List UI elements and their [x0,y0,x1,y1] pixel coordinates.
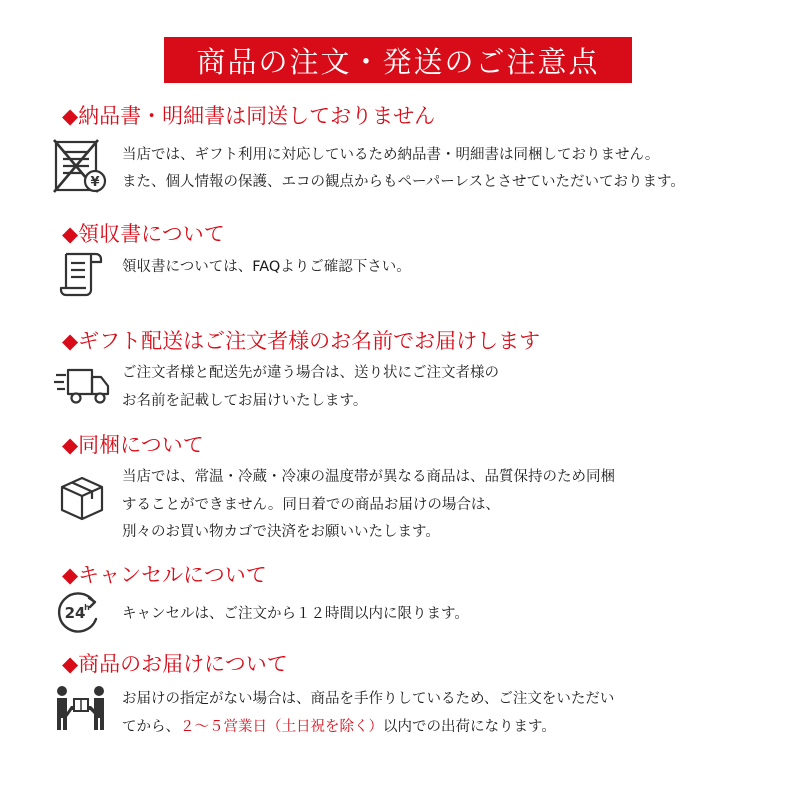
heading-cancel: ◆キャンセルについて [62,563,267,587]
receipt-icon [58,250,104,298]
heading-bundling: ◆同梱について [62,433,204,457]
package-box-icon [58,474,106,522]
gift-line-2: お名前を記載してお届けいたします。 [122,393,368,409]
invoice-line-1: 当店では、ギフト利用に対応しているため納品書・明細書は同梱しておりません。 [122,147,660,163]
no-invoice-icon [52,138,108,194]
receipt-line-1: 領収書については、FAQよりご確認下さい。 [122,259,411,275]
24h-unit: h [84,603,90,612]
gift-line-1: ご注文者様と配送先が違う場合は、送り状にご注文者様の [122,365,499,381]
page-title: 商品の注文・発送のご注意点 [164,37,632,83]
shipping-line-1: お届けの指定がない場合は、商品を手作りしているため、ご注文をいただい [122,691,615,707]
bundling-line-3: 別々のお買い物カゴで決済をお願いいたします。 [122,524,440,540]
invoice-line-2: また、個人情報の保護、エコの観点からもペーパーレスとさせていただいております。 [122,174,685,190]
heading-receipt: ◆領収書について [62,222,225,246]
shipping-line-2-before: てから、 [122,719,180,735]
heading-shipping: ◆商品のお届けについて [62,652,288,676]
bundling-line-2: することができません。同日着での商品お届けの場合は、 [122,497,500,513]
courier-handover-icon [54,684,108,732]
shipping-line-2-after: 以内での出荷になります。 [383,719,556,735]
svg-text:¥: ¥ [90,175,100,190]
shipping-days-highlight: ２～５営業日（土日祝を除く） [180,719,383,735]
heading-gift-delivery: ◆ギフト配送はご注文者様のお名前でお届けします [62,329,541,353]
24h-label: 24 [64,604,86,622]
bundling-line-1: 当店では、常温・冷蔵・冷凍の温度帯が異なる商品は、品質保持のため同梱 [122,469,615,485]
cancel-line-1: キャンセルは、ご注文から１２時間以内に限ります。 [122,606,469,622]
delivery-truck-icon [54,365,110,407]
24h-clock-icon [54,589,102,635]
heading-invoice: ◆納品書・明細書は同送しておりません [62,104,436,128]
shipping-line-2 [122,715,556,736]
